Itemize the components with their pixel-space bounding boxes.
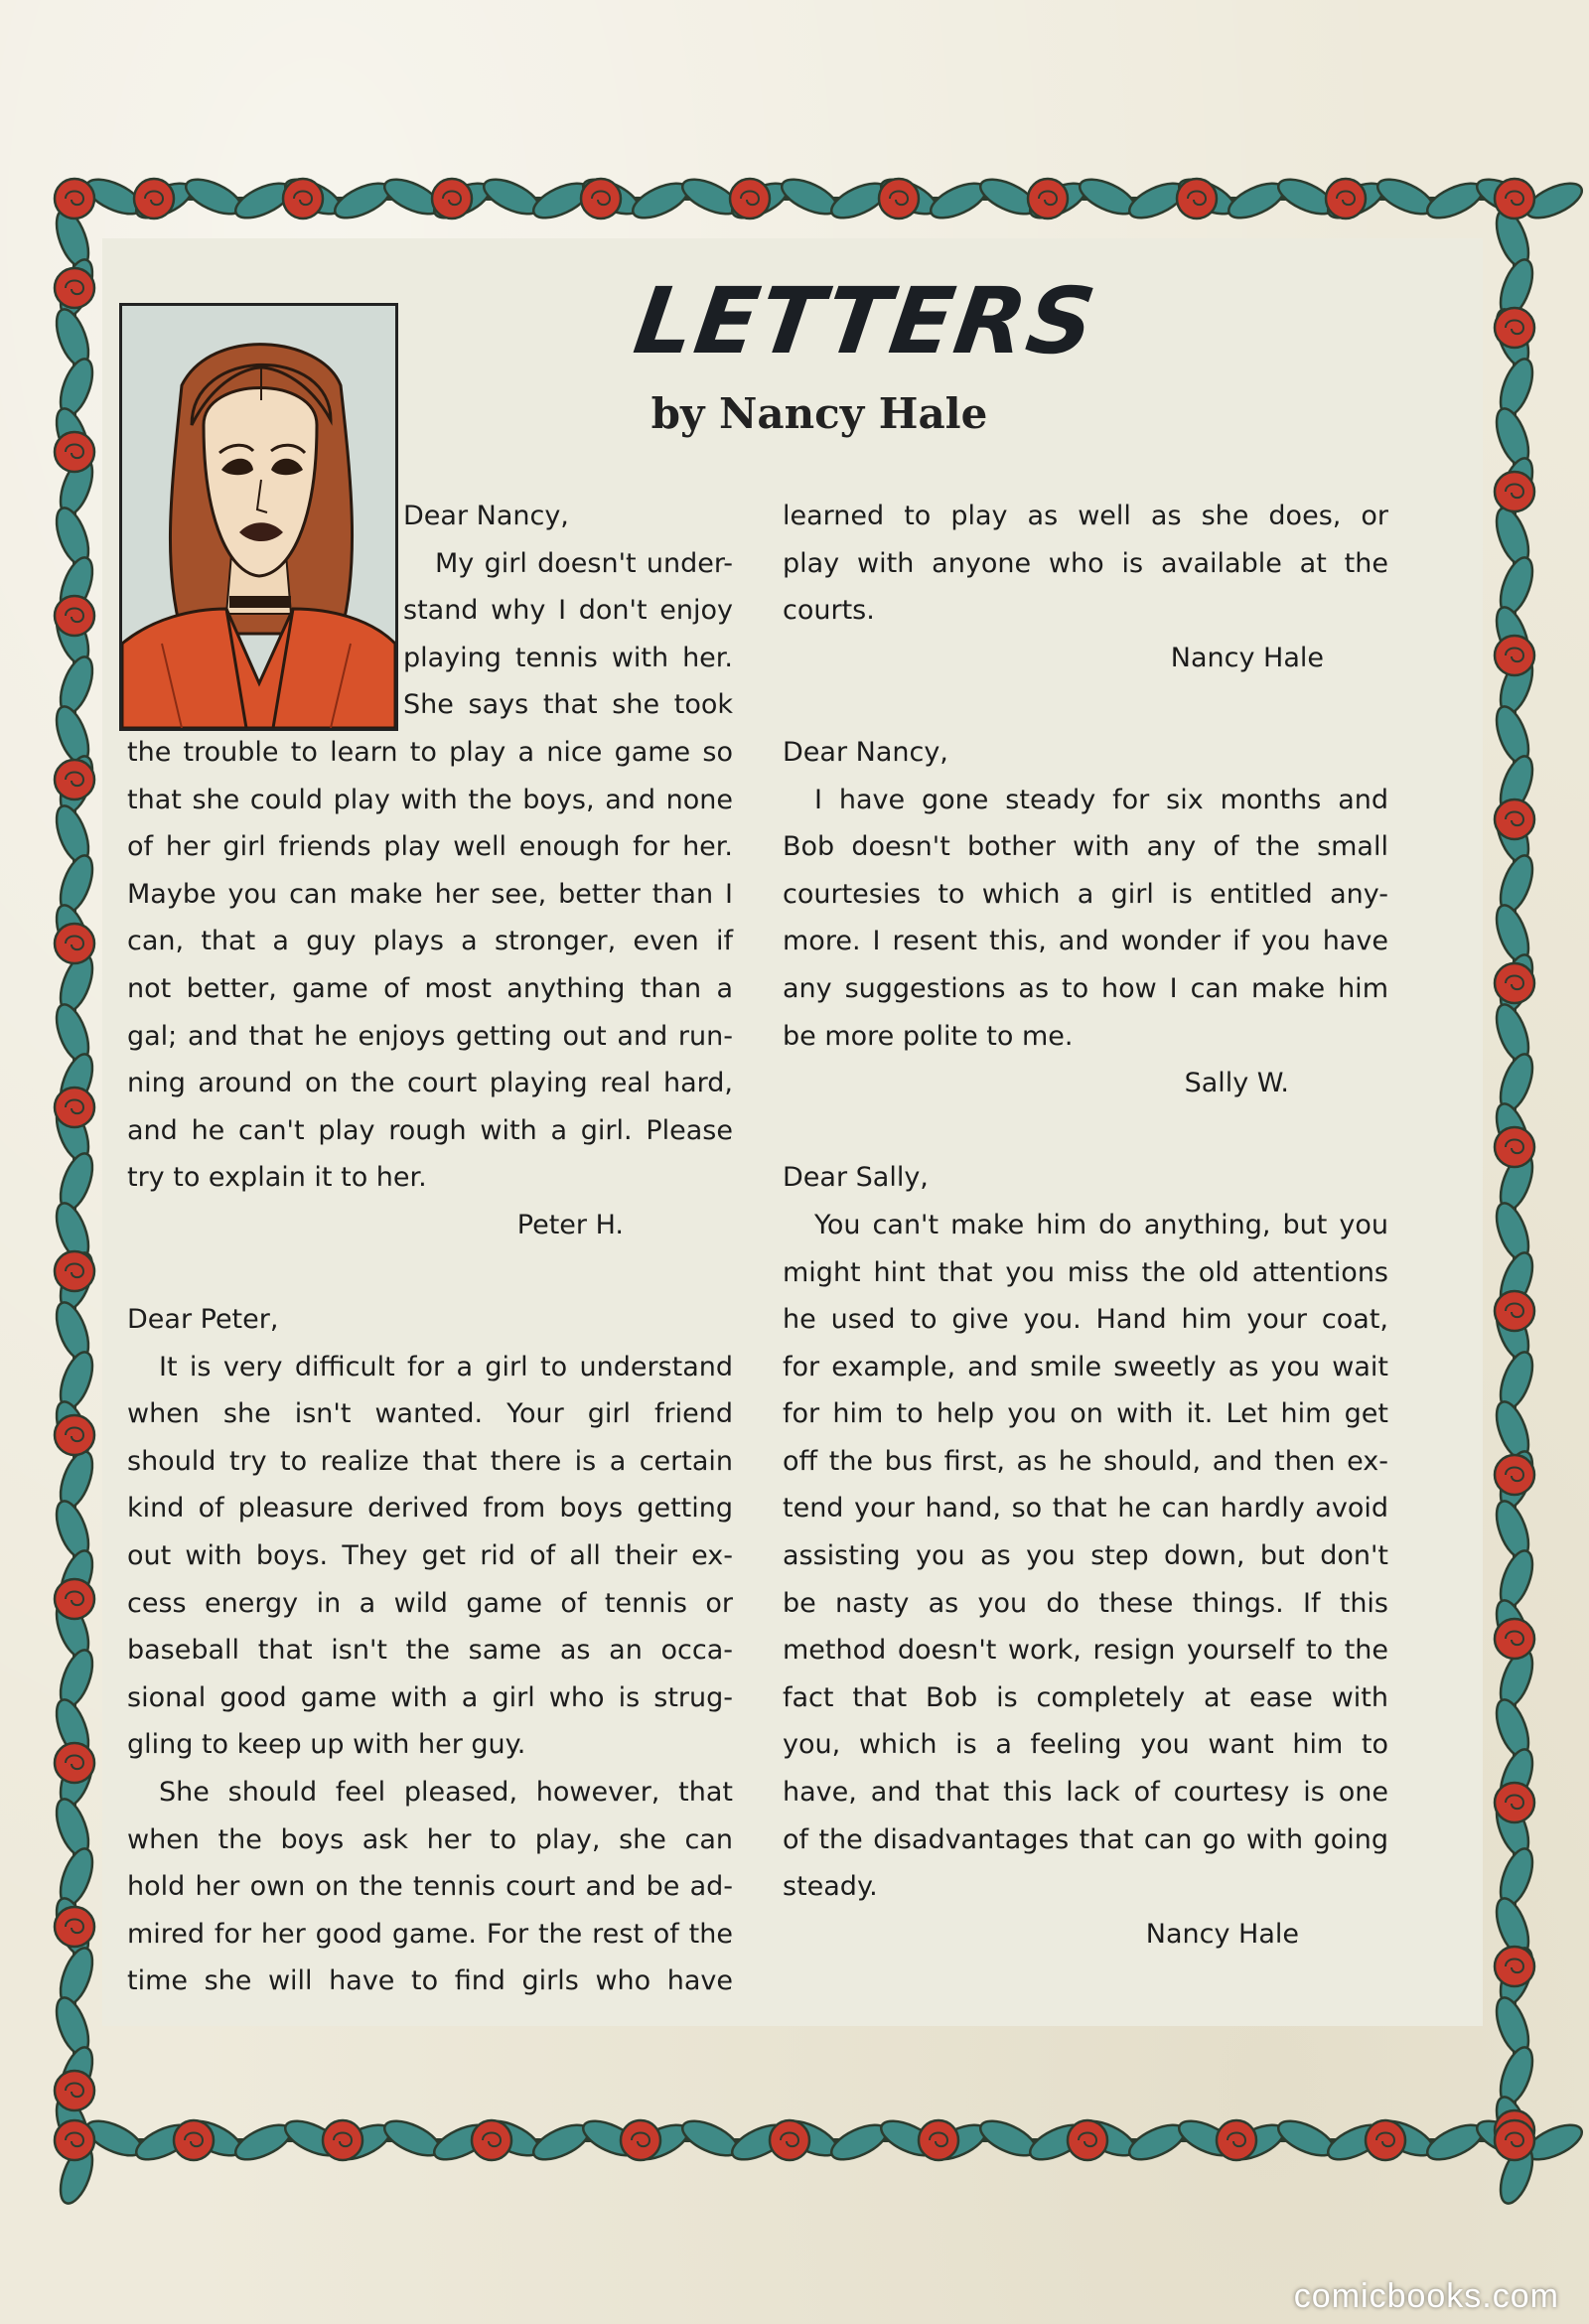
reply-line: play with anyone who is available at the — [783, 547, 1388, 579]
letter-line: try to explain it to her. — [127, 1162, 427, 1194]
rose-icon — [581, 179, 621, 218]
rose-icon — [1217, 2120, 1256, 2160]
reply-line: when she isn't wanted. Your girl friend — [127, 1398, 733, 1430]
letter-line: more. I resent this, and wonder if you have — [783, 926, 1388, 957]
reply-line: out with boys. They get rid of all their ex- — [127, 1540, 733, 1572]
rose-icon — [323, 2120, 362, 2160]
letter-line: My girl doesn't under- — [435, 547, 733, 579]
rose-icon — [55, 268, 94, 308]
reply-line: learned to play as well as she does, or — [783, 501, 1388, 531]
rose-icon — [730, 179, 770, 218]
reply-signature: Nancy Hale — [1145, 1918, 1299, 1950]
letter-line: not better, game of most anything than a — [127, 972, 733, 1004]
letter-line: I have gone steady for six months and — [814, 784, 1388, 815]
reply-greeting: Dear Sally, — [783, 1162, 929, 1194]
letter-line: stand why I don't enjoy — [403, 595, 733, 627]
reply-line: courts. — [783, 595, 875, 627]
reply-line: for example, and smile sweetly as you wait — [783, 1351, 1388, 1382]
letter-line: that she could play with the boys, and none — [127, 784, 733, 815]
reply-line: sional good game with a girl who is strug- — [127, 1681, 733, 1713]
reply-greeting: Dear Peter, — [127, 1304, 279, 1336]
rose-icon — [1495, 1619, 1534, 1659]
reply-line: when the boys ask her to play, she can — [127, 1823, 733, 1855]
rose-icon — [621, 2120, 660, 2160]
rose-icon — [55, 1743, 94, 1783]
rose-icon — [1366, 2120, 1405, 2160]
rose-icon — [1028, 179, 1068, 218]
rose-icon — [919, 2120, 958, 2160]
reply-line: mired for her good game. For the rest of the — [127, 1918, 733, 1950]
rose-icon — [55, 1415, 94, 1455]
rose-icon — [770, 2120, 809, 2160]
reply-line: gling to keep up with her guy. — [127, 1729, 526, 1761]
letter-line: She says that she took — [403, 689, 733, 721]
rose-icon — [55, 179, 94, 218]
reply-line: baseball that isn't the same as an occa- — [127, 1635, 733, 1667]
letter-line: Bob doesn't bother with any of the small — [783, 831, 1388, 863]
letter-line: of her girl friends play well enough for her. — [127, 831, 733, 863]
reply-line: off the bus first, as he should, and then ex- — [783, 1445, 1388, 1477]
rose-icon — [1177, 179, 1217, 218]
rose-icon — [55, 1907, 94, 1947]
rose-icon — [1495, 1291, 1534, 1331]
reply-line: It is very difficult for a girl to understand — [159, 1351, 733, 1382]
rose-icon — [55, 2120, 94, 2160]
letter-line: the trouble to learn to play a nice game so — [127, 736, 733, 768]
rose-icon — [1495, 1455, 1534, 1495]
reply-line: hold her own on the tennis court and be ad- — [127, 1871, 733, 1903]
reply-line: of the disadvantages that can go with going — [783, 1823, 1388, 1855]
letter-line: and he can't play rough with a girl. Please — [127, 1114, 733, 1146]
letter-line: ning around on the court playing real hard, — [127, 1068, 733, 1099]
letter-line: courtesies to which a girl is entitled any- — [783, 878, 1388, 910]
reply-line: fact that Bob is completely at ease with — [783, 1681, 1388, 1713]
reply-line: you, which is a feeling you want him to — [783, 1729, 1388, 1761]
letter-signature: Sally W. — [1184, 1068, 1289, 1099]
rose-icon — [1495, 472, 1534, 511]
rose-icon — [1495, 799, 1534, 839]
rose-icon — [879, 179, 919, 218]
reply-line: for him to help you on with it. Let him get — [783, 1398, 1388, 1430]
letter-line: can, that a guy plays a stronger, even if — [127, 926, 733, 957]
reply-line: be nasty as you do these things. If this — [783, 1587, 1388, 1619]
reply-line: time she will have to find girls who have — [127, 1965, 733, 1997]
reply-line: assisting you as you step down, but don't — [783, 1540, 1388, 1572]
letter-line: be more polite to me. — [783, 1020, 1074, 1052]
reply-line: should try to realize that there is a certain — [127, 1445, 733, 1477]
rose-icon — [55, 924, 94, 963]
rose-icon — [283, 179, 323, 218]
letter-greeting: Dear Nancy, — [783, 736, 948, 768]
rose-icon — [1495, 2120, 1534, 2160]
reply-line: She should feel pleased, however, that — [159, 1777, 733, 1809]
rose-icon — [134, 179, 174, 218]
byline: by Nancy Hale — [650, 389, 988, 438]
rose-icon — [1495, 1783, 1534, 1822]
letter-peter — [127, 493, 733, 2005]
rose-icon — [1495, 963, 1534, 1003]
reply-line: kind of pleasure derived from boys getting — [127, 1493, 733, 1525]
rose-icon — [1326, 179, 1366, 218]
reply-line: method doesn't work, resign yourself to the — [783, 1635, 1388, 1667]
rose-icon — [55, 1579, 94, 1619]
rose-icon — [174, 2120, 214, 2160]
rose-icon — [55, 760, 94, 799]
rose-icon — [1495, 179, 1534, 218]
rose-icon — [55, 432, 94, 472]
reply-line: he used to give you. Hand him your coat, — [783, 1304, 1388, 1336]
reply-line: tend your hand, so that he can hardly avoid — [783, 1493, 1388, 1525]
rose-icon — [55, 1251, 94, 1291]
reply-line: have, and that this lack of courtesy is one — [783, 1777, 1388, 1809]
reply-line: cess energy in a wild game of tennis or — [127, 1587, 733, 1619]
watermark: comicbooks.com — [1293, 2277, 1559, 2315]
letter-column-right — [783, 493, 1388, 1958]
letter-line: any suggestions as to how I can make him — [783, 972, 1388, 1004]
rose-icon — [55, 1088, 94, 1127]
rose-icon — [55, 596, 94, 636]
reply-line: might hint that you miss the old attentions — [783, 1256, 1388, 1288]
rose-icon — [1495, 308, 1534, 348]
reply-line: steady. — [783, 1871, 878, 1903]
page-title: LETTERS — [628, 268, 1103, 374]
rose-icon — [472, 2120, 511, 2160]
letter-signature: Peter H. — [516, 1209, 624, 1240]
rose-icon — [432, 179, 472, 218]
reply-line: You can't make him do anything, but you — [814, 1209, 1388, 1240]
letter-line: gal; and that he enjoys getting out and run- — [127, 1020, 733, 1052]
rose-icon — [1495, 636, 1534, 675]
rose-icon — [1495, 1127, 1534, 1167]
rose-icon — [1068, 2120, 1107, 2160]
reply-signature: Nancy Hale — [1170, 642, 1324, 673]
letter-greeting: Dear Nancy, — [403, 501, 569, 531]
rose-icon — [1495, 1947, 1534, 1986]
letter-line: Maybe you can make her see, better than I — [127, 878, 733, 910]
letter-line: playing tennis with her. — [403, 642, 733, 673]
rose-icon — [55, 2071, 94, 2110]
